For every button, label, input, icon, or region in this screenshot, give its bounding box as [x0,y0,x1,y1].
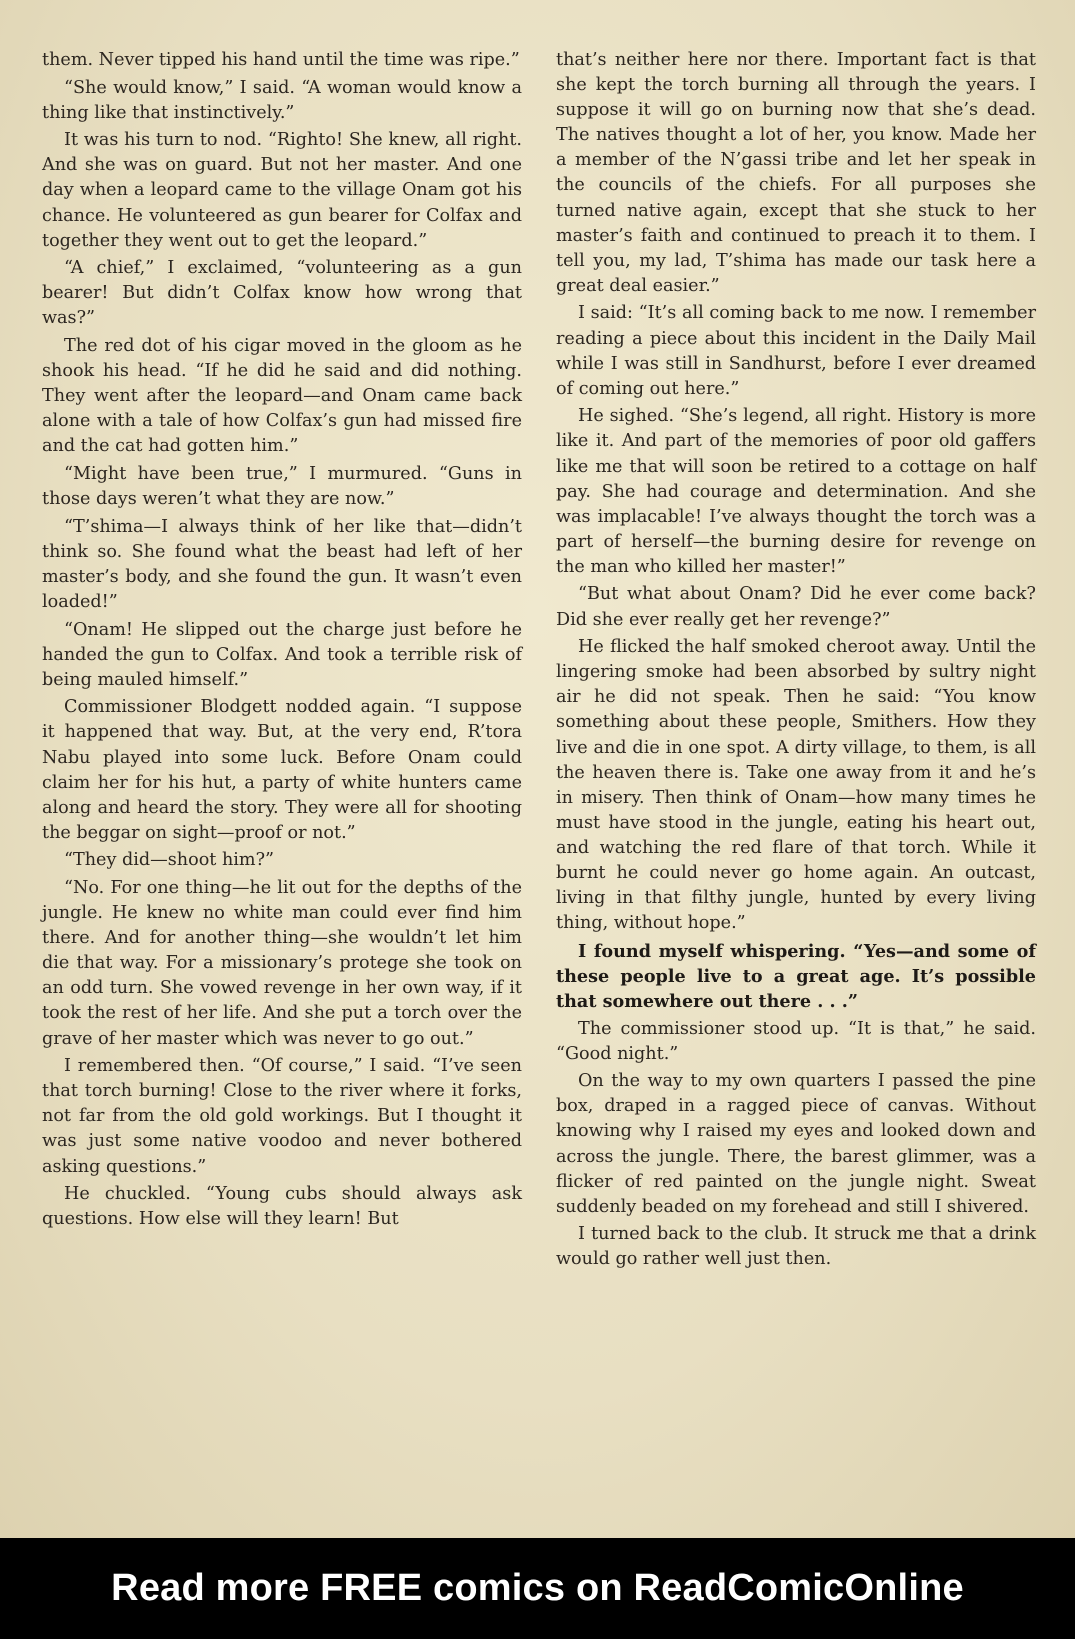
paragraph: “T’shima—I always think of her like that—didn’t think so. She found what the beast had left of her master’s body, and she found the gun. It wasn’t even loaded!” [42,516,522,612]
paragraph: that’s neither here nor there. Important fact is that she kept the torch burning all through the years. I suppose it will go on burning now that she’s dead. The natives thought a lot of her, you know. Made her a member of the N’gassi tribe and let her speak in the councils of the chiefs. For all purposes she turned native again, except that she stuck to her master’s faith and continued to preach it to them. I tell you, my lad, T’shima has made our task here a great deal easier.” [556,50,1036,296]
paragraph: The red dot of his cigar moved in the gloom as he shook his head. “If he did he said and did nothing. They went after the leopard—and Onam came back alone with a tale of how Colfax’s gun had missed fire and the cat had gotten him.” [42,336,522,457]
paragraph: them. Never tipped his hand until the time was ripe.” [42,50,520,70]
paragraph: He flicked the half smoked cheroot away. Until the lingering smoke had been absorbed by sultry night air he did not speak. Then he said: “You know something about these people, Smithers. How they live and die in one spot. A dirty village, to them, is all the heaven there is. Take one away from it and he’s in misery. Then think of Onam—how many times he must have stood in the jungle, eating his heart out, and watching the red flare of that torch. While it burnt he could never go home again. An outcast, living in that filthy jungle, hunted by every living thing, without hope.” [556,637,1036,934]
paragraph: Commissioner Blodgett nodded again. “I suppose it happened that way. But, at the very end, R’tora Nabu played into some luck. Before Onam could claim her for his hut, a party of white hunters came along and heard the story. They were all for shooting the beggar on sight—proof or not.” [42,697,522,843]
paragraph: “A chief,” I exclaimed, “volunteering as a gun bearer! But didn’t Colfax know how wrong that was?” [42,258,522,329]
promo-banner[interactable] [0,1538,1075,1639]
paragraph: I found myself whispering. “Yes—and some of these people live to a great age. It’s possible that somewhere out there . . .” [556,940,1036,1012]
paragraph: “Onam! He slipped out the charge just before he handed the gun to Colfax. And took a terrible risk of being mauled himself.” [42,619,522,690]
paragraph: “But what about Onam? Did he ever come back? Did she ever really get her revenge?” [556,584,1036,630]
paragraph: “No. For one thing—he lit out for the depths of the jungle. He knew no white man could ever find him there. And for another thing—she wouldn’t let him die that way. For a missionary’s protege she took on an odd turn. She vowed revenge in her own way, if it took the rest of her life. And she put a torch over the grave of her master which was never to go out.” [42,878,522,1049]
right-text-column [556,48,1036,1275]
paragraph: On the way to my own quarters I passed the pine box, draped in a ragged piece of canvas. Without knowing why I raised my eyes and looked down and across the jungle. There, the barest glimmer, was a flicker of red painted on the jungle night. Sweat suddenly beaded on my forehead and still I shivered. [556,1071,1036,1217]
paragraph: “Might have been true,” I murmured. “Guns in those days weren’t what they are now.” [42,464,522,510]
promo-banner-text[interactable]: Read more FREE comics on ReadComicOnline [111,1567,964,1609]
paragraph: “They did—shoot him?” [64,850,275,871]
paragraph: It was his turn to nod. “Righto! She knew, all right. And she was on guard. But not her master. And one day when a leopard came to the village Onam got his chance. He volunteered as gun bearer for Colfax and together they went out to get the leopard.” [42,130,522,251]
paragraph: He sighed. “She’s legend, all right. History is more like it. And part of the memories of poor old gaffers like me that will soon be retired to a cottage on half pay. She had courage and determination. And she was implacable! I’ve always thought the torch was a part of herself—the burning desire for revenge on the man who killed her master!” [556,406,1036,577]
paragraph: “She would know,” I said. “A woman would know a thing like that instinctively.” [42,77,522,123]
paragraph: He chuckled. “Young cubs should always ask questions. How else will they learn! But [42,1184,522,1230]
paragraph: I turned back to the club. It struck me that a drink would go rather well just then. [556,1224,1036,1270]
left-text-column [42,48,522,1235]
paragraph: I said: “It’s all coming back to me now. I remember reading a piece about this incident in the Daily Mail while I was still in Sandhurst, before I ever dreamed of coming out here.” [556,303,1036,399]
paragraph: I remembered then. “Of course,” I said. “I’ve seen that torch burning! Close to the river where it forks, not far from the old gold workings. But I thought it was just some native voodoo and never bothered asking questions.” [42,1056,522,1177]
paragraph: The commissioner stood up. “It is that,” he said. “Good night.” [556,1018,1036,1064]
